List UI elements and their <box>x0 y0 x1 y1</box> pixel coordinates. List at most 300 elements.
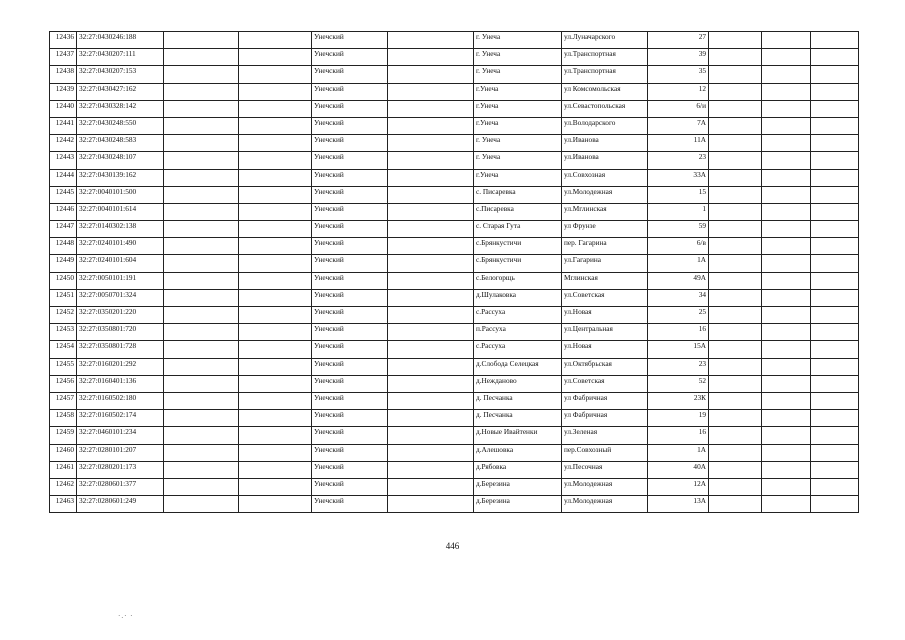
cadastral-number-cell: 32:27:0350801:728 <box>77 341 164 358</box>
empty-cell <box>388 410 474 427</box>
settlement-cell: д.Березина <box>474 478 562 495</box>
empty-cell <box>709 83 762 100</box>
cadastral-number-cell: 32:27:0350801:720 <box>77 324 164 341</box>
settlement-cell: п.Рассуха <box>474 324 562 341</box>
cadastral-number-cell: 32:27:0160502:174 <box>77 410 164 427</box>
page-number: 446 <box>445 541 460 551</box>
street-cell: ул.Мглинская <box>562 203 648 220</box>
empty-cell <box>388 496 474 513</box>
empty-cell <box>164 410 239 427</box>
empty-cell <box>239 307 312 324</box>
empty-cell <box>388 478 474 495</box>
row-number-cell: 12443 <box>50 152 77 169</box>
street-cell: ул.Володарского <box>562 117 648 134</box>
table-row <box>50 169 859 186</box>
empty-cell <box>239 186 312 203</box>
settlement-cell: д.Нежданово <box>474 375 562 392</box>
empty-cell <box>709 358 762 375</box>
settlement-cell: д.Алешовка <box>474 444 562 461</box>
district-cell: Унечский <box>312 186 388 203</box>
empty-cell <box>239 461 312 478</box>
district-cell: Унечский <box>312 307 388 324</box>
empty-cell <box>709 135 762 152</box>
empty-cell <box>811 427 859 444</box>
empty-cell <box>762 221 811 238</box>
empty-cell <box>164 83 239 100</box>
settlement-cell: д. Песчанка <box>474 410 562 427</box>
empty-cell <box>762 289 811 306</box>
empty-cell <box>164 375 239 392</box>
house-number-cell: 1 <box>648 203 709 220</box>
cadastral-number-cell: 32:27:0050101:191 <box>77 272 164 289</box>
empty-cell <box>239 49 312 66</box>
district-cell: Унечский <box>312 255 388 272</box>
district-cell: Унечский <box>312 32 388 49</box>
empty-cell <box>762 255 811 272</box>
row-number-cell: 12459 <box>50 427 77 444</box>
empty-cell <box>811 169 859 186</box>
empty-cell <box>811 410 859 427</box>
district-cell: Унечский <box>312 272 388 289</box>
empty-cell <box>762 444 811 461</box>
cadastral-number-cell: 32:27:0430207:111 <box>77 49 164 66</box>
empty-cell <box>811 49 859 66</box>
empty-cell <box>239 83 312 100</box>
empty-cell <box>388 324 474 341</box>
district-cell: Унечский <box>312 135 388 152</box>
house-number-cell: 15 <box>648 186 709 203</box>
empty-cell <box>709 478 762 495</box>
table-row <box>50 392 859 409</box>
empty-cell <box>762 100 811 117</box>
empty-cell <box>239 375 312 392</box>
cadastral-number-cell: 32:27:0460101:234 <box>77 427 164 444</box>
street-cell: ул.Молодежная <box>562 478 648 495</box>
empty-cell <box>164 427 239 444</box>
empty-cell <box>388 444 474 461</box>
row-number-cell: 12437 <box>50 49 77 66</box>
empty-cell <box>709 272 762 289</box>
empty-cell <box>762 32 811 49</box>
cadastral-number-cell: 32:27:0160201:292 <box>77 358 164 375</box>
empty-cell <box>164 32 239 49</box>
empty-cell <box>239 410 312 427</box>
row-number-cell: 12456 <box>50 375 77 392</box>
cadastral-number-cell: 32:27:0280601:377 <box>77 478 164 495</box>
district-cell: Унечский <box>312 478 388 495</box>
empty-cell <box>709 307 762 324</box>
empty-cell <box>709 461 762 478</box>
table-row <box>50 32 859 49</box>
cadastral-number-cell: 32:27:0350201:220 <box>77 307 164 324</box>
row-number-cell: 12457 <box>50 392 77 409</box>
empty-cell <box>388 100 474 117</box>
street-cell: ул.Луначарского <box>562 32 648 49</box>
street-cell: ул.Транспортная <box>562 49 648 66</box>
empty-cell <box>811 392 859 409</box>
empty-cell <box>388 238 474 255</box>
empty-cell <box>811 461 859 478</box>
house-number-cell: 15А <box>648 341 709 358</box>
empty-cell <box>709 169 762 186</box>
empty-cell <box>709 375 762 392</box>
district-cell: Унечский <box>312 324 388 341</box>
empty-cell <box>811 272 859 289</box>
empty-cell <box>811 324 859 341</box>
empty-cell <box>811 186 859 203</box>
empty-cell <box>811 238 859 255</box>
empty-cell <box>709 255 762 272</box>
settlement-cell: г.Унеча <box>474 83 562 100</box>
empty-cell <box>388 152 474 169</box>
empty-cell <box>164 392 239 409</box>
table-row <box>50 478 859 495</box>
street-cell: пер. Гагарина <box>562 238 648 255</box>
row-number-cell: 12452 <box>50 307 77 324</box>
cadastral-number-cell: 32:27:0280101:207 <box>77 444 164 461</box>
empty-cell <box>709 186 762 203</box>
empty-cell <box>762 152 811 169</box>
empty-cell <box>239 117 312 134</box>
district-cell: Унечский <box>312 496 388 513</box>
district-cell: Унечский <box>312 341 388 358</box>
empty-cell <box>164 49 239 66</box>
district-cell: Унечский <box>312 221 388 238</box>
cadastral-number-cell: 32:27:0430248:550 <box>77 117 164 134</box>
empty-cell <box>388 203 474 220</box>
house-number-cell: 39 <box>648 49 709 66</box>
empty-cell <box>164 221 239 238</box>
street-cell: ул.Молодежная <box>562 186 648 203</box>
empty-cell <box>709 341 762 358</box>
cadastral-number-cell: 32:27:0140302:138 <box>77 221 164 238</box>
empty-cell <box>388 427 474 444</box>
empty-cell <box>164 289 239 306</box>
street-cell: ул Фабричная <box>562 392 648 409</box>
empty-cell <box>388 358 474 375</box>
empty-cell <box>164 186 239 203</box>
cadastral-number-cell: 32:27:0430207:153 <box>77 66 164 83</box>
table-row <box>50 83 859 100</box>
row-number-cell: 12448 <box>50 238 77 255</box>
settlement-cell: с.Рассуха <box>474 341 562 358</box>
empty-cell <box>164 478 239 495</box>
house-number-cell: 23К <box>648 392 709 409</box>
street-cell: ул.Новая <box>562 307 648 324</box>
house-number-cell: 33А <box>648 169 709 186</box>
table-row <box>50 203 859 220</box>
empty-cell <box>388 83 474 100</box>
empty-cell <box>164 444 239 461</box>
row-number-cell: 12454 <box>50 341 77 358</box>
empty-cell <box>239 358 312 375</box>
street-cell: ул.Иванова <box>562 152 648 169</box>
empty-cell <box>709 427 762 444</box>
house-number-cell: 23 <box>648 358 709 375</box>
empty-cell <box>388 117 474 134</box>
district-cell: Унечский <box>312 358 388 375</box>
cadastral-number-cell: 32:27:0430427:162 <box>77 83 164 100</box>
empty-cell <box>709 289 762 306</box>
empty-cell <box>388 392 474 409</box>
empty-cell <box>811 358 859 375</box>
street-cell: ул.Октябрьская <box>562 358 648 375</box>
settlement-cell: д.Слобода Селецкая <box>474 358 562 375</box>
settlement-cell: д.Шулаковка <box>474 289 562 306</box>
empty-cell <box>811 100 859 117</box>
empty-cell <box>762 186 811 203</box>
house-number-cell: 7А <box>648 117 709 134</box>
table-row <box>50 255 859 272</box>
empty-cell <box>388 32 474 49</box>
district-cell: Унечский <box>312 117 388 134</box>
empty-cell <box>762 272 811 289</box>
empty-cell <box>164 238 239 255</box>
row-number-cell: 12453 <box>50 324 77 341</box>
cadastral-number-cell: 32:27:0160401:136 <box>77 375 164 392</box>
empty-cell <box>762 83 811 100</box>
house-number-cell: 35 <box>648 66 709 83</box>
empty-cell <box>811 203 859 220</box>
settlement-cell: с.Брянкустичи <box>474 238 562 255</box>
empty-cell <box>164 461 239 478</box>
house-number-cell: 16 <box>648 324 709 341</box>
empty-cell <box>762 410 811 427</box>
empty-cell <box>811 221 859 238</box>
empty-cell <box>762 324 811 341</box>
street-cell: ул.Молодежная <box>562 496 648 513</box>
house-number-cell: 25 <box>648 307 709 324</box>
empty-cell <box>239 444 312 461</box>
house-number-cell: 13А <box>648 496 709 513</box>
street-cell: ул.Советская <box>562 375 648 392</box>
empty-cell <box>762 169 811 186</box>
district-cell: Унечский <box>312 427 388 444</box>
settlement-cell: г.Унеча <box>474 169 562 186</box>
row-number-cell: 12447 <box>50 221 77 238</box>
house-number-cell: 6/в <box>648 238 709 255</box>
district-cell: Унечский <box>312 169 388 186</box>
table-row <box>50 186 859 203</box>
row-number-cell: 12445 <box>50 186 77 203</box>
empty-cell <box>164 255 239 272</box>
row-number-cell: 12440 <box>50 100 77 117</box>
empty-cell <box>762 238 811 255</box>
settlement-cell: г. Унеча <box>474 32 562 49</box>
table-row <box>50 238 859 255</box>
empty-cell <box>239 478 312 495</box>
cadastral-number-cell: 32:27:0040101:614 <box>77 203 164 220</box>
empty-cell <box>239 169 312 186</box>
house-number-cell: 12 <box>648 83 709 100</box>
house-number-cell: 23 <box>648 152 709 169</box>
empty-cell <box>239 289 312 306</box>
cadastral-number-cell: 32:27:0280601:249 <box>77 496 164 513</box>
empty-cell <box>164 135 239 152</box>
table-row <box>50 272 859 289</box>
street-cell: ул.Транспортная <box>562 66 648 83</box>
street-cell: ул.Совхозная <box>562 169 648 186</box>
empty-cell <box>811 83 859 100</box>
street-cell: ул.Советская <box>562 289 648 306</box>
empty-cell <box>239 496 312 513</box>
street-cell: ул Фрунзе <box>562 221 648 238</box>
empty-cell <box>239 66 312 83</box>
cadastral-number-cell: 32:27:0430248:107 <box>77 152 164 169</box>
settlement-cell: д.Березина <box>474 496 562 513</box>
empty-cell <box>762 461 811 478</box>
empty-cell <box>811 32 859 49</box>
row-number-cell: 12455 <box>50 358 77 375</box>
scan-specks: ·.· · <box>118 612 134 620</box>
empty-cell <box>811 117 859 134</box>
empty-cell <box>762 478 811 495</box>
settlement-cell: г. Унеча <box>474 49 562 66</box>
empty-cell <box>762 135 811 152</box>
cadastral-number-cell: 32:27:0430246:188 <box>77 32 164 49</box>
house-number-cell: 34 <box>648 289 709 306</box>
empty-cell <box>811 375 859 392</box>
empty-cell <box>762 341 811 358</box>
empty-cell <box>709 49 762 66</box>
street-cell: ул Фабричная <box>562 410 648 427</box>
empty-cell <box>388 66 474 83</box>
table-row <box>50 221 859 238</box>
row-number-cell: 12449 <box>50 255 77 272</box>
empty-cell <box>239 255 312 272</box>
table-row <box>50 117 859 134</box>
house-number-cell: 1А <box>648 444 709 461</box>
empty-cell <box>709 66 762 83</box>
empty-cell <box>164 203 239 220</box>
settlement-cell: с.Рассуха <box>474 307 562 324</box>
district-cell: Унечский <box>312 49 388 66</box>
empty-cell <box>388 272 474 289</box>
cadastral-number-cell: 32:27:0430328:142 <box>77 100 164 117</box>
empty-cell <box>762 375 811 392</box>
empty-cell <box>388 255 474 272</box>
house-number-cell: 52 <box>648 375 709 392</box>
street-cell: ул.Центральная <box>562 324 648 341</box>
settlement-cell: г.Унеча <box>474 117 562 134</box>
table-row <box>50 324 859 341</box>
empty-cell <box>709 152 762 169</box>
empty-cell <box>762 392 811 409</box>
empty-cell <box>164 358 239 375</box>
empty-cell <box>239 152 312 169</box>
empty-cell <box>239 203 312 220</box>
table-row <box>50 341 859 358</box>
settlement-cell: с. Писаревка <box>474 186 562 203</box>
district-cell: Унечский <box>312 289 388 306</box>
cadastral-number-cell: 32:27:0160502:180 <box>77 392 164 409</box>
district-cell: Унечский <box>312 152 388 169</box>
empty-cell <box>164 307 239 324</box>
house-number-cell: 27 <box>648 32 709 49</box>
district-cell: Унечский <box>312 444 388 461</box>
empty-cell <box>388 289 474 306</box>
empty-cell <box>762 307 811 324</box>
house-number-cell: 12А <box>648 478 709 495</box>
empty-cell <box>388 221 474 238</box>
empty-cell <box>239 100 312 117</box>
empty-cell <box>239 135 312 152</box>
district-cell: Унечский <box>312 203 388 220</box>
house-number-cell: 40А <box>648 461 709 478</box>
empty-cell <box>709 238 762 255</box>
settlement-cell: г. Унеча <box>474 135 562 152</box>
empty-cell <box>164 341 239 358</box>
settlement-cell: г. Унеча <box>474 66 562 83</box>
empty-cell <box>239 392 312 409</box>
cadastral-number-cell: 32:27:0050701:324 <box>77 289 164 306</box>
street-cell: ул.Новая <box>562 341 648 358</box>
street-cell: ул.Гагарина <box>562 255 648 272</box>
settlement-cell: с.Брянкустичи <box>474 255 562 272</box>
table-row <box>50 410 859 427</box>
empty-cell <box>239 221 312 238</box>
empty-cell <box>239 238 312 255</box>
empty-cell <box>709 392 762 409</box>
district-cell: Унечский <box>312 66 388 83</box>
house-number-cell: 19 <box>648 410 709 427</box>
empty-cell <box>388 307 474 324</box>
row-number-cell: 12444 <box>50 169 77 186</box>
cadastral-number-cell: 32:27:0430139:162 <box>77 169 164 186</box>
settlement-cell: с. Старая Гута <box>474 221 562 238</box>
empty-cell <box>388 49 474 66</box>
empty-cell <box>762 358 811 375</box>
house-number-cell: 11А <box>648 135 709 152</box>
empty-cell <box>709 444 762 461</box>
row-number-cell: 12463 <box>50 496 77 513</box>
empty-cell <box>164 66 239 83</box>
empty-cell <box>239 341 312 358</box>
empty-cell <box>811 135 859 152</box>
row-number-cell: 12451 <box>50 289 77 306</box>
empty-cell <box>811 444 859 461</box>
table-row <box>50 496 859 513</box>
table-row <box>50 152 859 169</box>
district-cell: Унечский <box>312 392 388 409</box>
empty-cell <box>811 478 859 495</box>
empty-cell <box>811 307 859 324</box>
table-row <box>50 427 859 444</box>
empty-cell <box>762 117 811 134</box>
row-number-cell: 12438 <box>50 66 77 83</box>
empty-cell <box>762 203 811 220</box>
house-number-cell: 59 <box>648 221 709 238</box>
row-number-cell: 12458 <box>50 410 77 427</box>
district-cell: Унечский <box>312 83 388 100</box>
street-cell: ул Комсомольская <box>562 83 648 100</box>
street-cell: ул.Зеленая <box>562 427 648 444</box>
cadastral-number-cell: 32:27:0280201:173 <box>77 461 164 478</box>
empty-cell <box>709 100 762 117</box>
empty-cell <box>388 375 474 392</box>
empty-cell <box>811 255 859 272</box>
empty-cell <box>762 496 811 513</box>
house-number-cell: 6/и <box>648 100 709 117</box>
settlement-cell: д. Песчанка <box>474 392 562 409</box>
empty-cell <box>239 272 312 289</box>
empty-cell <box>811 341 859 358</box>
district-cell: Унечский <box>312 100 388 117</box>
empty-cell <box>811 496 859 513</box>
table-row <box>50 307 859 324</box>
empty-cell <box>388 186 474 203</box>
house-number-cell: 49А <box>648 272 709 289</box>
